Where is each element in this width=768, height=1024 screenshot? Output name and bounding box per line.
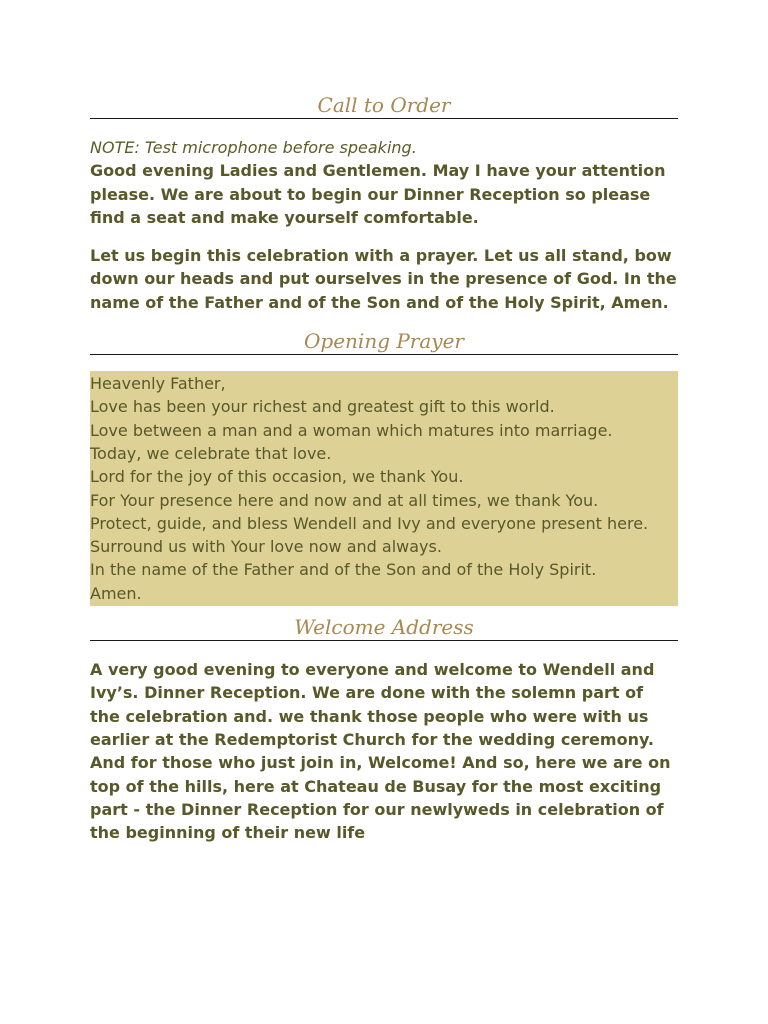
- microphone-note: NOTE: Test microphone before speaking.: [90, 138, 417, 157]
- opening-prayer-box: [90, 371, 678, 606]
- prayer-line: Protect, guide, and bless Wendell and Ivy and everyone present here.: [90, 513, 649, 533]
- greeting-paragraph: Good evening Ladies and Gentlemen. May I have your attention please. We are about to begin our Dinner Reception so please find a seat and make yourself comfortable.: [90, 161, 666, 227]
- document-page: [90, 0, 678, 844]
- heading-call-to-order: Call to Order: [317, 93, 451, 117]
- prayer-line: Lord for the joy of this occasion, we thank You.: [90, 467, 464, 487]
- prayer-line: Surround us with Your love now and always.: [90, 537, 442, 557]
- prayer-line: Heavenly Father,: [90, 374, 226, 394]
- prayer-line: Amen.: [90, 583, 142, 603]
- prayer-line: Love between a man and a woman which matures into marriage.: [90, 420, 613, 440]
- prayer-line: Today, we celebrate that love.: [90, 443, 332, 463]
- prayer-line: In the name of the Father and of the Son and of the Holy Spirit.: [90, 560, 597, 580]
- prayer-invitation-paragraph: Let us begin this celebration with a prayer. Let us all stand, bow down our heads and put ourselves in the presence of God. In the name of the Father and of the Son and of the Holy Spirit, Amen.: [90, 246, 677, 312]
- heading-opening-prayer: Opening Prayer: [304, 329, 464, 354]
- prayer-line: Love has been your richest and greatest gift to this world.: [90, 397, 555, 417]
- welcome-paragraph: A very good evening to everyone and welcome to Wendell and Ivy’s. Dinner Reception. We are done with the solemn part of the celebration and. we thank those people who were with us earlier at the Redemptorist Church for the wedding ceremony. And for those who just join in, Welcome! And so, here we are on top of the hills, here at Chateau de Busay for the most exciting part - the Dinner Reception for our newlyweds in celebration of the beginning of their new life: [90, 660, 671, 843]
- heading-welcome-address: Welcome Address: [294, 615, 474, 640]
- prayer-line: For Your presence here and now and at all times, we thank You.: [90, 490, 599, 510]
